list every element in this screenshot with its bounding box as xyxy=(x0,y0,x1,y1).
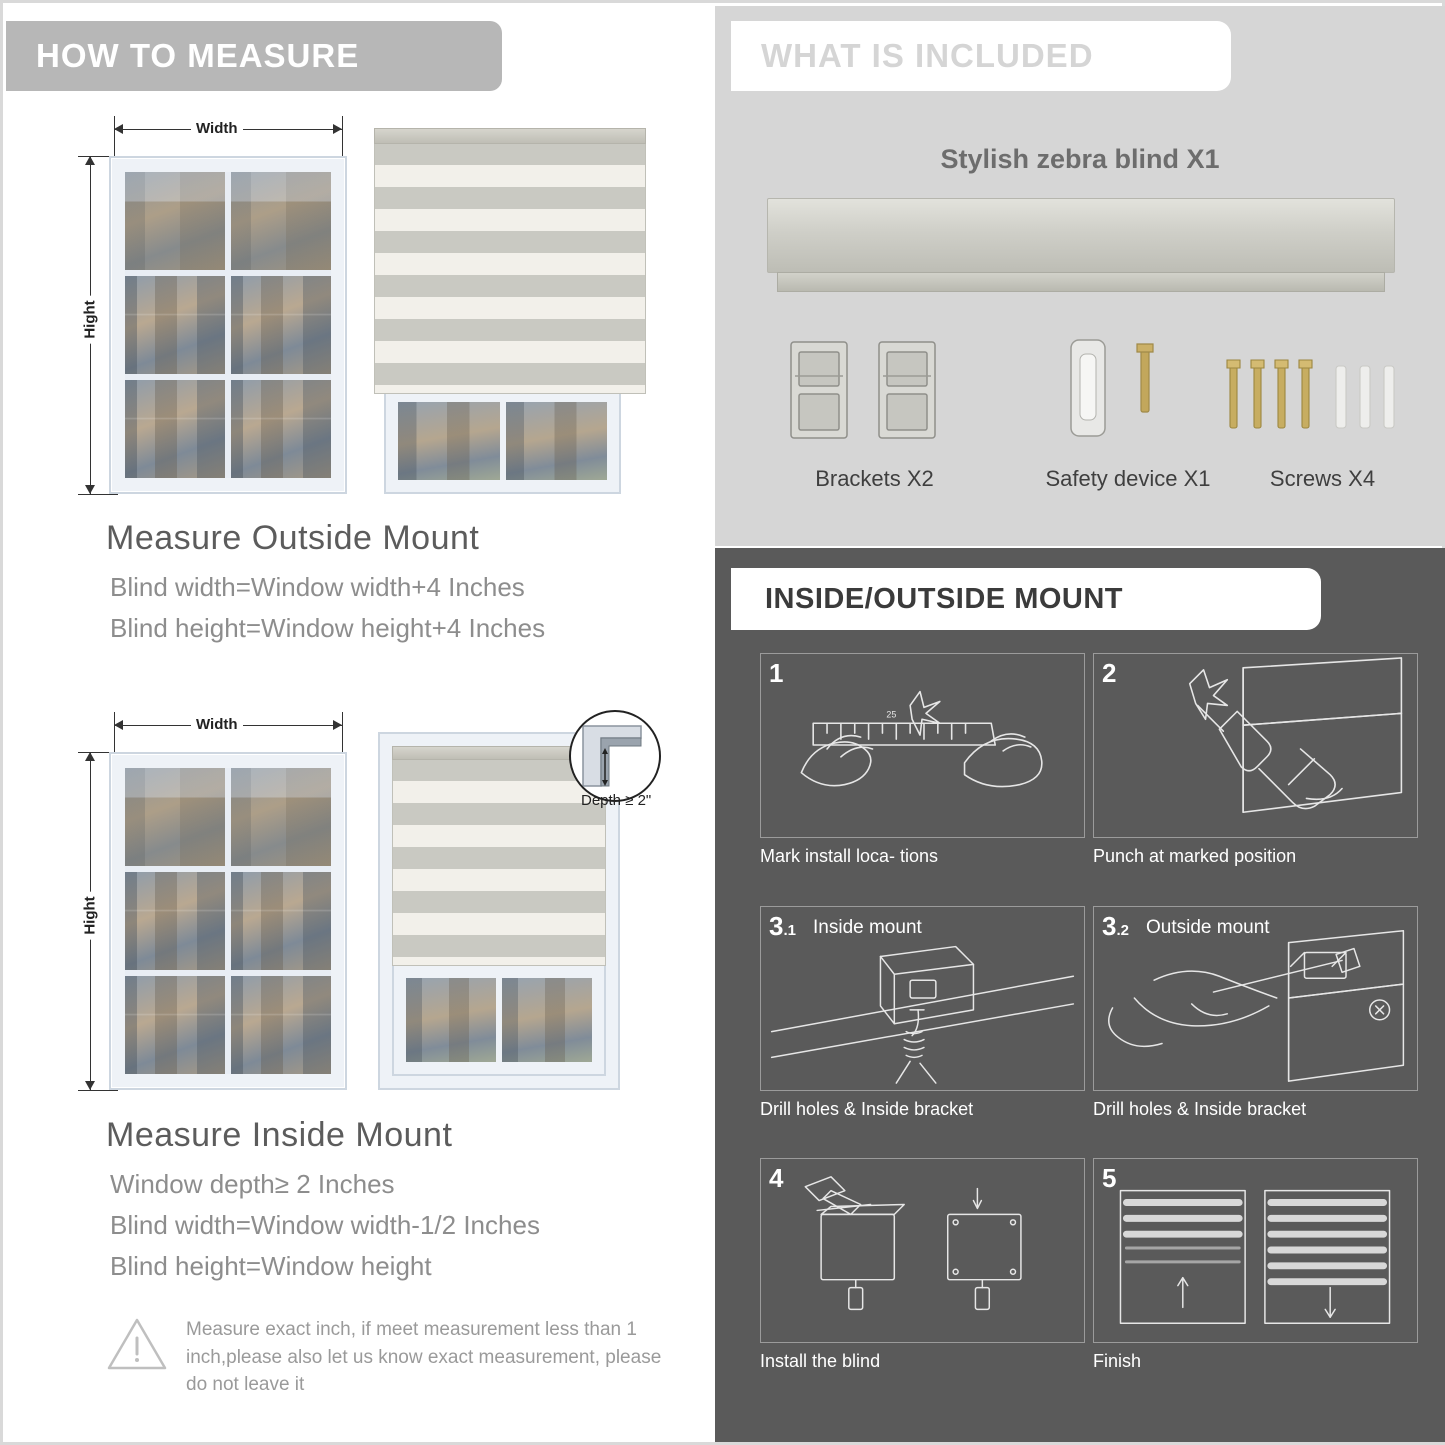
step-4-image xyxy=(760,1158,1085,1343)
step-3-2-subtitle: Outside mount xyxy=(1146,917,1270,938)
dim-tick xyxy=(114,712,115,754)
inside-mount-line-3: Blind height=Window height xyxy=(110,1251,432,1281)
window-pane xyxy=(398,402,500,480)
width-label: Width xyxy=(191,120,243,137)
warning-icon xyxy=(106,1316,168,1372)
window-pane xyxy=(231,380,331,478)
height-label: Hight xyxy=(82,891,99,939)
dim-tick xyxy=(342,712,343,754)
screws-graphic xyxy=(1220,336,1410,451)
dim-tick xyxy=(78,1090,118,1091)
arrow-left-icon xyxy=(114,720,123,730)
what-is-included-panel xyxy=(715,6,1445,546)
arrow-up-icon xyxy=(85,752,95,761)
how-to-measure-panel xyxy=(6,6,712,1442)
inside-mount-line-1: Window depth≥ 2 Inches xyxy=(110,1169,395,1199)
window-graphic xyxy=(109,156,347,494)
dim-tick xyxy=(342,116,343,158)
window-graphic xyxy=(109,752,347,1090)
arrow-down-icon xyxy=(85,485,95,494)
dim-tick xyxy=(78,494,118,495)
window-pane xyxy=(125,976,225,1074)
zebra-blind-fabric xyxy=(392,758,606,966)
step-3-1-caption: Drill holes & Inside bracket xyxy=(760,1099,974,1119)
step-3-1-subtitle: Inside mount xyxy=(813,917,922,938)
inside-outside-mount-banner: INSIDE/OUTSIDE MOUNT xyxy=(731,568,1321,630)
inside-mount-heading: Measure Inside Mount xyxy=(106,1116,453,1154)
depth-callout xyxy=(569,710,661,802)
safety-device-label: Safety device X1 xyxy=(1045,466,1211,491)
height-label: Hight xyxy=(82,295,99,343)
outside-mount-heading: Measure Outside Mount xyxy=(106,519,480,557)
zebra-blind-bottom-rail xyxy=(777,272,1385,292)
arrow-up-icon xyxy=(85,156,95,165)
window-pane xyxy=(231,276,331,374)
step-2 xyxy=(1093,653,1418,867)
window-graphic xyxy=(392,964,606,1076)
window-pane xyxy=(125,380,225,478)
zebra-blind-fabric xyxy=(374,142,646,394)
safety-device-graphic xyxy=(1053,336,1193,451)
step-2-caption: Punch at marked position xyxy=(1093,846,1297,866)
arrow-left-icon xyxy=(114,124,123,134)
window-pane xyxy=(125,276,225,374)
step-3-2-image xyxy=(1093,906,1418,1091)
step-4-caption: Install the blind xyxy=(760,1351,881,1371)
brackets-label: Brackets X2 xyxy=(815,466,934,491)
step-3-1 xyxy=(760,906,1085,1120)
dim-tick xyxy=(114,116,115,158)
screws-label: Screws X4 xyxy=(1269,466,1376,491)
arrow-right-icon xyxy=(333,124,342,134)
step-5-image xyxy=(1093,1158,1418,1343)
window-pane xyxy=(231,768,331,866)
step-3-2-caption: Drill holes & Inside bracket xyxy=(1093,1099,1307,1119)
step-1-number: 1 xyxy=(769,658,784,688)
measure-note-text: Measure exact inch, if meet measurement less than 1 inch,please also let us know exact measurement, please do not leave it xyxy=(186,1319,662,1396)
arrow-right-icon xyxy=(333,720,342,730)
step-1-image xyxy=(760,653,1085,838)
step-5-caption: Finish xyxy=(1093,1351,1142,1371)
outside-mount-line-2: Blind height=Window height+4 Inches xyxy=(110,613,546,643)
how-to-measure-banner: HOW TO MEASURE xyxy=(6,21,502,91)
depth-label: Depth ≥ 2" xyxy=(581,792,652,809)
window-pane xyxy=(506,402,608,480)
measure-note xyxy=(106,1316,666,1399)
outside-mount-line-1: Blind width=Window width+4 Inches xyxy=(110,572,525,602)
window-pane xyxy=(406,978,496,1062)
what-is-included-banner: WHAT IS INCLUDED xyxy=(731,21,1231,91)
window-graphic xyxy=(384,388,621,494)
step-4 xyxy=(760,1158,1085,1372)
step-5-number: 5 xyxy=(1102,1163,1117,1193)
svg-text:25: 25 xyxy=(886,709,897,720)
zebra-blind-product xyxy=(767,198,1395,273)
window-pane xyxy=(231,872,331,970)
brackets-graphic xyxy=(783,336,963,451)
step-4-number: 4 xyxy=(769,1163,784,1193)
step-2-number: 2 xyxy=(1102,658,1117,688)
step-3-2 xyxy=(1093,906,1418,1120)
window-pane xyxy=(125,768,225,866)
main-item-label: Stylish zebra blind X1 xyxy=(940,144,1220,174)
step-5 xyxy=(1093,1158,1418,1372)
inside-outside-mount-panel xyxy=(715,548,1445,1442)
width-label: Width xyxy=(191,716,243,733)
window-pane xyxy=(125,872,225,970)
step-3-2-number: 3.2 xyxy=(1102,911,1129,941)
arrow-down-icon xyxy=(85,1081,95,1090)
window-pane xyxy=(231,172,331,270)
step-3-1-number: 3.1 xyxy=(769,911,796,941)
window-pane xyxy=(502,978,592,1062)
outside-mount-blind xyxy=(374,128,646,494)
inside-mount-line-2: Blind width=Window width-1/2 Inches xyxy=(110,1210,540,1240)
step-3-1-image xyxy=(760,906,1085,1091)
blind-headrail xyxy=(374,128,646,144)
window-pane xyxy=(231,976,331,1074)
window-pane xyxy=(125,172,225,270)
step-2-image xyxy=(1093,653,1418,838)
step-1-caption: Mark install loca- tions xyxy=(760,846,939,866)
step-1 xyxy=(760,653,1085,867)
